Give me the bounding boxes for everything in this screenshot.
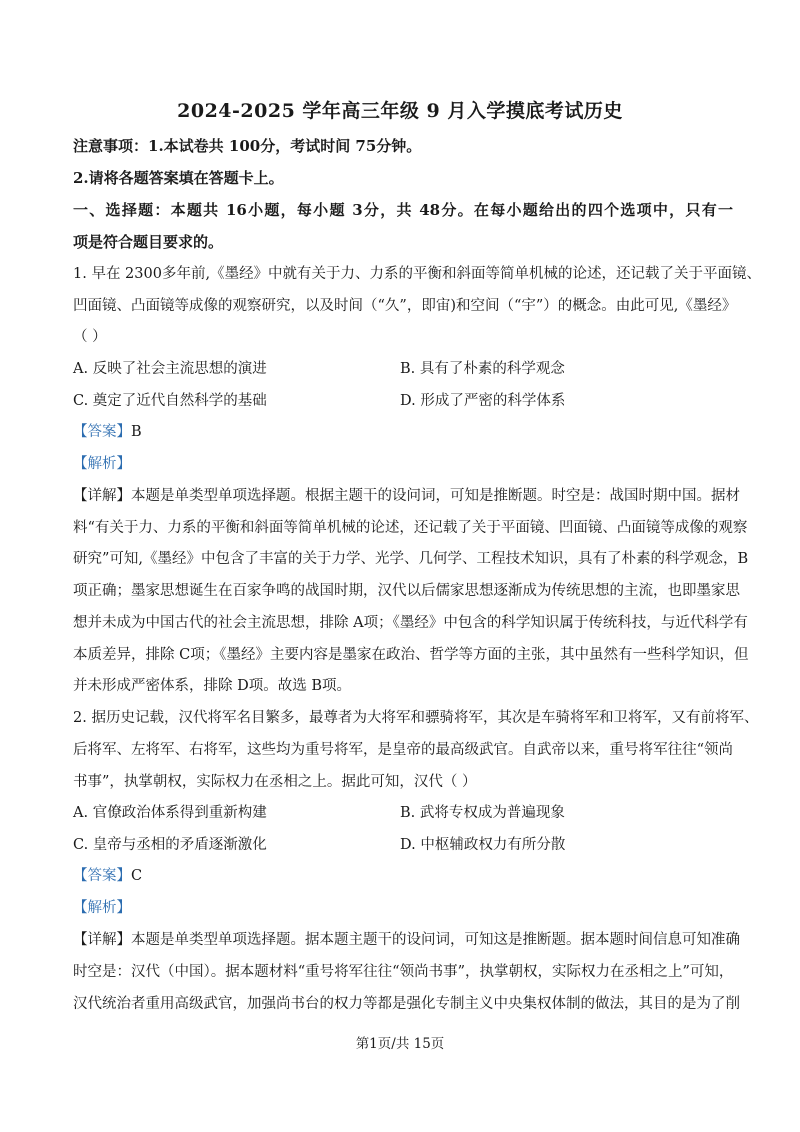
q2-option-b: B. 武将专权成为普遍现象 xyxy=(400,805,565,821)
q2-detail-line-2: 时空是：汉代（中国）。据本题材料“重号将军往往“领尚书事”，执掌朝权，实际权力在丞相之上”可知， xyxy=(73,964,734,980)
q1-detail-line-1: 【详解】本题是单类型单项选择题。根据主题干的设问词，可知是推断题。时空是：战国时期中国。据材 xyxy=(73,488,740,504)
q1-detail-line-5: 想并未成为中国古代的社会主流思想，排除 A项；《墨经》中包含的科学知识属于传统科技，与近代科学有 xyxy=(73,615,748,631)
q2-stem-line-3: 书事”，执掌朝权，实际权力在丞相之上。据此可知，汉代（ ） xyxy=(73,774,477,790)
page-title: 2024-2025 学年高三年级 9 月入学摸底考试历史 xyxy=(177,100,623,122)
q1-analysis-label: 【解析】 xyxy=(73,456,131,472)
q1-option-b: B. 具有了朴素的科学观念 xyxy=(400,361,565,377)
q2-answer-label: 【答案】 xyxy=(73,868,131,884)
q1-detail-line-6: 本质差异，排除 C项；《墨经》主要内容是墨家在政治、哲学等方面的主张，其中虽然有一些科学知识，但 xyxy=(73,647,749,663)
q2-option-a: A. 官僚政治体系得到重新构建 xyxy=(73,805,267,821)
q2-detail-line-3: 汉代统治者重用高级武官，加强尚书台的权力等都是强化专制主义中央集权体制的做法，其目的是为了削 xyxy=(73,996,740,1012)
q2-option-d: D. 中枢辅政权力有所分散 xyxy=(400,837,566,853)
section-heading-line-1: 一、选择题：本题共 16小题，每小题 3分，共 48分。在每小题给出的四个选项中，只有一 xyxy=(73,201,733,219)
notice-line-2: 2.请将各题答案填在答题卡上。 xyxy=(73,169,284,187)
notice-line-1: 注意事项：1.本试卷共 100分，考试时间 75分钟。 xyxy=(73,137,422,155)
q2-detail-line-1: 【详解】本题是单类型单项选择题。据本题主题干的设问词，可知这是推断题。据本题时间信息可知准确 xyxy=(73,932,740,948)
q1-option-c: C. 奠定了近代自然科学的基础 xyxy=(73,393,267,409)
q2-stem-line-1: 2. 据历史记载，汉代将军名目繁多，最尊者为大将军和骠骑将军，其次是车骑将军和卫将军，又有前将军、 xyxy=(73,710,759,726)
q1-answer xyxy=(73,422,142,442)
q1-detail-line-3: 研究”可知,《墨经》中包含了丰富的关于力学、光学、几何学、工程技术知识，具有了朴素的科学观念，B xyxy=(73,551,749,567)
section-heading-line-2: 项是符合题目要求的。 xyxy=(73,233,224,251)
q2-answer xyxy=(73,866,142,886)
q1-stem-line-2: 凹面镜、凸面镜等成像的观察研究，以及时间（“久”，即宙)和空间（“宇”）的概念。由此可见,《墨经》 xyxy=(73,298,737,314)
q2-stem-line-2: 后将军、左将军、右将军，这些均为重号将军，是皇帝的最高级武官。自武帝以来，重号将军往往“领尚 xyxy=(73,742,733,758)
q1-detail-line-2: 料“有关于力、力系的平衡和斜面等简单机械的论述，还记载了关于平面镜、凹面镜、凸面镜等成像的观察 xyxy=(73,520,748,536)
q2-answer-value: C xyxy=(131,868,143,884)
page-footer: 第1页/共 15页 xyxy=(355,1036,445,1052)
q1-detail-line-7: 并未形成严密体系，排除 D项。故选 B项。 xyxy=(73,678,351,694)
q1-detail-line-4: 项正确；墨家思想诞生在百家争鸣的战国时期，汉代以后儒家思想逐渐成为传统思想的主流，也即墨家思 xyxy=(73,583,740,599)
q1-answer-value: B xyxy=(131,424,142,440)
q2-option-c: C. 皇帝与丞相的矛盾逐渐激化 xyxy=(73,837,267,853)
q1-stem-line-1: 1. 早在 2300多年前,《墨经》中就有关于力、力系的平衡和斜面等简单机械的论述，还记载了关于平面镜、 xyxy=(73,266,762,282)
q1-answer-label: 【答案】 xyxy=(73,424,131,440)
q1-stem-line-3: （ ） xyxy=(73,329,107,345)
q2-analysis-label: 【解析】 xyxy=(73,900,131,916)
q1-option-d: D. 形成了严密的科学体系 xyxy=(400,393,566,409)
q1-option-a: A. 反映了社会主流思想的演进 xyxy=(73,361,267,377)
